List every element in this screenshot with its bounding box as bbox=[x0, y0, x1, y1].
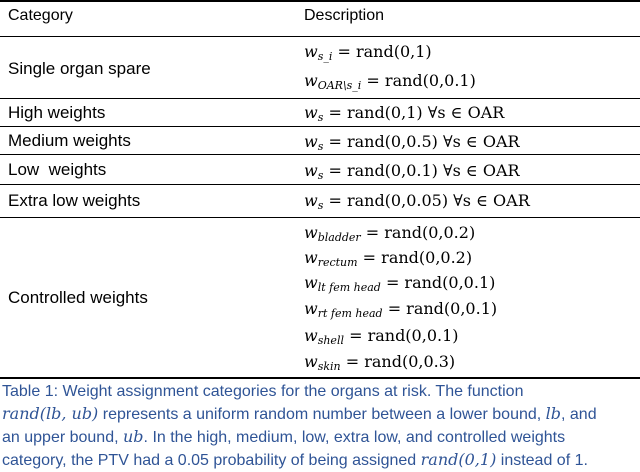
formula-line: $w_{shell}$ = rand(0,0.1) bbox=[304, 326, 459, 347]
category-label: Single organ spare bbox=[8, 59, 151, 78]
row-rule bbox=[0, 154, 640, 155]
caption-line: an upper bound, ub. In the high, medium, low, extra low, and controlled weights bbox=[2, 427, 566, 446]
table-bottom-rule bbox=[0, 377, 640, 379]
row-rule bbox=[0, 184, 640, 185]
table-caption bbox=[2, 381, 638, 472]
formula-line: $w_{OAR\backslash s\_i}$ = rand(0,0.1) bbox=[304, 71, 476, 92]
table-top-rule bbox=[0, 0, 640, 2]
formula-line: $w_{s\_i}$ = rand(0,1) bbox=[304, 42, 432, 63]
category-label: Low weights bbox=[8, 160, 107, 179]
header-description: Description bbox=[304, 7, 385, 24]
category-label: Controlled weights bbox=[8, 288, 148, 307]
caption-line: rand(lb, ub) represents a uniform random number between a lower bound, lb, and bbox=[2, 404, 597, 423]
category-label: Extra low weights bbox=[8, 191, 141, 210]
header-category: Category bbox=[8, 7, 73, 24]
category-label: Medium weights bbox=[8, 131, 131, 150]
formula-line: $w_{bladder}$ = rand(0,0.2) bbox=[304, 223, 476, 244]
formula-line: $w_{rt fem head}$ = rand(0,0.1) bbox=[304, 299, 498, 320]
category-label: High weights bbox=[8, 103, 106, 122]
row-rule bbox=[0, 126, 640, 127]
caption-line: category, the PTV had a 0.05 probability of being assigned rand(0,1) instead of 1. bbox=[2, 450, 588, 469]
row-rule bbox=[0, 98, 640, 99]
formula-line: $w_s$ = rand(0,0.1) ∀s ∈ OAR bbox=[304, 161, 520, 182]
formula-line: $w_{lt fem head}$ = rand(0,0.1) bbox=[304, 273, 496, 294]
formula-line: $w_s$ = rand(0,0.5) ∀s ∈ OAR bbox=[304, 132, 520, 153]
row-rule bbox=[0, 217, 640, 218]
formula-line: $w_s$ = rand(0,0.05) ∀s ∈ OAR bbox=[304, 191, 530, 212]
header-rule bbox=[0, 36, 640, 37]
formula-line: $w_s$ = rand(0,1) ∀s ∈ OAR bbox=[304, 103, 505, 124]
formula-line: $w_{rectum}$ = rand(0,0.2) bbox=[304, 248, 473, 269]
caption-line: Table 1: Weight assignment categories for the organs at risk. The function bbox=[2, 383, 524, 400]
formula-line: $w_{skin}$ = rand(0,0.3) bbox=[304, 352, 456, 373]
